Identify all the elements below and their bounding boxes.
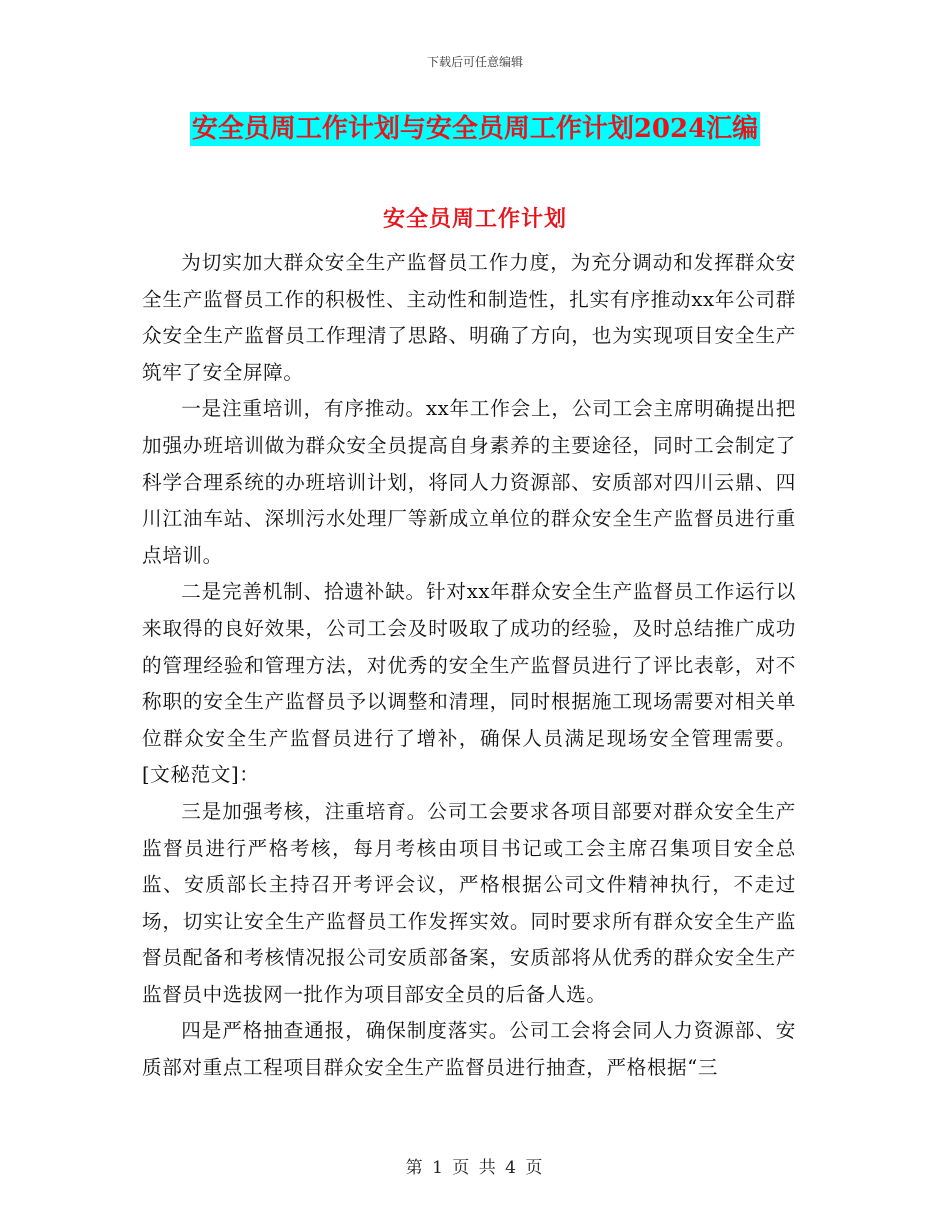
paragraph: 四是严格抽查通报，确保制度落实。公司工会将会同人力资源部、安质部对重点工程项目群众安全生产监督员进行抽查，严格根据“三 [142, 1019, 796, 1080]
document-title [0, 112, 950, 146]
header-note: 下载后可任意编辑 [426, 55, 523, 69]
document-body [142, 245, 796, 1087]
paragraph: 三是加强考核，注重培育。公司工会要求各项目部要对群众安全生产监督员进行严格考核，每月考核由项目书记或工会主席召集项目安全总监、安质部长主持召开考评会议，严格根据公司文件精神执行，不走过场，切实让安全生产监督员工作发挥实效。同时要求所有群众安全生产监督员配备和考核情况报公司安质部备案，安质部将从优秀的群众安全生产监督员中选拔网一批作为项目部安全员的后备人选。 [142, 799, 796, 1006]
document-title-text: 安全员周工作计划与安全员周工作计划2024汇编 [191, 114, 759, 144]
section-title: 安全员周工作计划 [382, 206, 567, 232]
paragraph: 一是注重培训，有序推动。xx年工作会上，公司工会主席明确提出把加强办班培训做为群众安全员提高自身素养的主要途径，同时工会制定了科学合理系统的办班培训计划，将同人力资源部、安质部对四川云鼎、四川江油车站、深圳污水处理厂等新成立单位的群众安全生产监督员进行重点培训。 [142, 397, 796, 567]
paragraph: 为切实加大群众安全生产监督员工作力度，为充分调动和发挥群众安全生产监督员工作的积极性、主动性和制造性，扎实有序推动xx年公司群众安全生产监督员工作理清了思路、明确了方向，也为实现项目安全生产筑牢了安全屏障。 [142, 251, 796, 384]
page-number-footer: 第 1 页 共 4 页 [405, 1158, 545, 1178]
paragraph: 二是完善机制、拾遗补缺。针对xx年群众安全生产监督员工作运行以来取得的良好效果，公司工会及时吸取了成功的经验，及时总结推广成功的管理经验和管理方法，对优秀的安全生产监督员进行了评比表彰，对不称职的安全生产监督员予以调整和清理，同时根据施工现场需要对相关单位群众安全生产监督员进行了增补，确保人员满足现场安全管理需要。[文秘范文]： [142, 580, 796, 787]
